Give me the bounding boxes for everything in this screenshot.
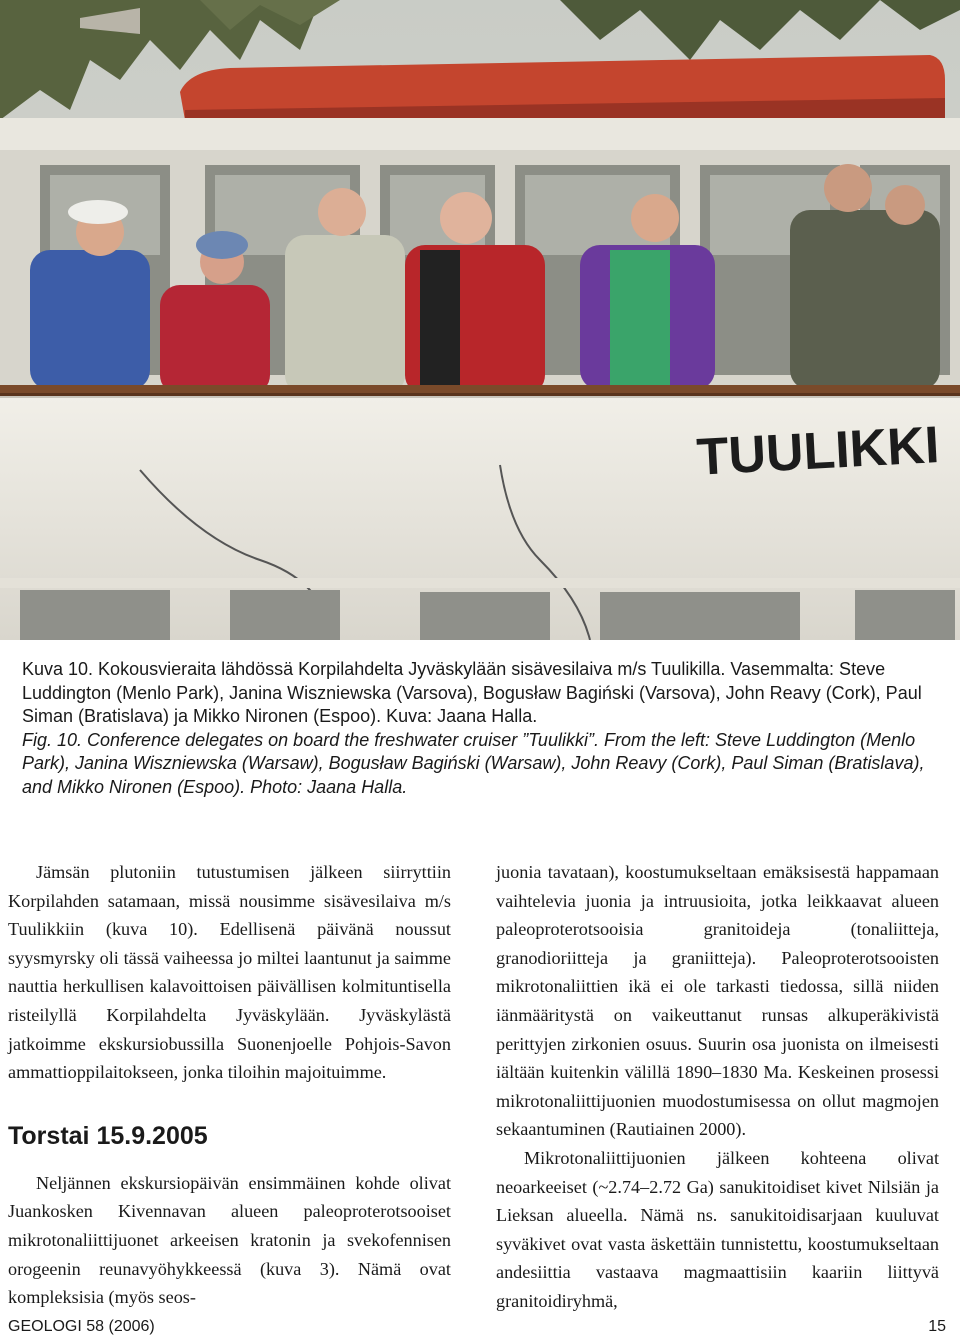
right-paragraph-2: Mikrotonaliittijuonien jälkeen kohteena olivat neoarkeeiset (~2.74–2.72 Ga) sanukitoidiset kivet Nilsiän ja Lieksan alueella. Nämä ns. sanukitoidisarjaan kuuluvat syväkivet ovat vasta äskettäin tunnistettu, koostumukseltaan andesiittia vastaava magmaattisiin kaariin liittyvä granitoidiryhmä, xyxy=(496,1147,939,1311)
caption-english: Fig. 10. Conference delegates on board the freshwater cruiser ”Tuulikki”. From the left: Steve Luddington (Menlo Park), Janina Wiszniewska (Warsaw), Bogusław Bagiński (Warsaw), John Reavy (Cork), Paul Siman (Bratislava), and Mikko Nironen (Espoo). Photo: Jaana Halla. xyxy=(22,729,925,797)
right-paragraph-1: juonia tavataan), koostumukseltaan emäksisestä happamaan vaihtelevia juonia ja intruusioita, jotka leikkaavat alueen paleoproterotsooisia granitoideja (tonaliitteja, granodioriitteja ja graniitteja). Paleoproterotsooisten mikrotonaliittien ikä ei ole tarkasti tiedossa, sillä niiden iänmääritystä on vaikeuttanut runsas alkuperäkivistä perittyjen zirkonien osuus. Suurin osa juonista on ilmeisesti iältään kuitenkin välillä 1890–1830 Ma. Keskeinen prosessi mikrotonaliittijuonien muodostumisessa on ollut magmojen sekaantuminen (Rautiainen 2000). xyxy=(496,862,939,1140)
boat-name-text: TUULIKKI xyxy=(695,416,941,487)
section-heading: Torstai 15.9.2005 xyxy=(8,1121,208,1150)
journal-footer: GEOLOGI 58 (2006) xyxy=(8,1318,155,1335)
caption-finnish: Kuva 10. Kokousvieraita lähdössä Korpilahdelta Jyväskylään sisävesilaiva m/s Tuulikilla. Vasemmalta: Steve Luddington (Menlo Park), Janina Wiszniewska (Varsova), Bogusław Bagiński (Varsova), John Reavy (Cork), Paul Siman (Bratislava) ja Mikko Nironen (Espoo). Kuva: Jaana Halla. xyxy=(22,659,922,726)
boat-photo xyxy=(0,0,960,640)
left-column xyxy=(8,858,451,1312)
page-number: 15 xyxy=(928,1318,946,1335)
figure-caption xyxy=(22,658,942,799)
left-paragraph-2: Neljännen ekskursiopäivän ensimmäinen kohde olivat Juankosken Kivennavan alueen paleoproterotsooiset mikrotonaliittijuonet arkeeisen kratonin ja svekofennisen orogeenin reunavyöhykkeessä (kuva 3). Nämä ovat kompleksisia (myös seos- xyxy=(8,1172,451,1308)
right-column xyxy=(496,858,939,1316)
left-paragraph-1: Jämsän plutoniin tutustumisen jälkeen siirryttiin Korpilahden satamaan, missä nousimme sisävesilaiva m/s Tuulikkiin (kuva 10). Edellisenä päivänä noussut syysmyrsky oli tässä vaiheessa jo miltei laantunut ja saimme nauttia herkullisen kalavoittoisen päivällisen kolmituntisella risteilyllä Korpilahdelta Jyväskylään. Jyväskylästä jatkoimme ekskursiobussilla Suonenjoelle Pohjois-Savon ammattioppilaitokseen, jonka tiloihin majoituimme. xyxy=(8,862,451,1083)
